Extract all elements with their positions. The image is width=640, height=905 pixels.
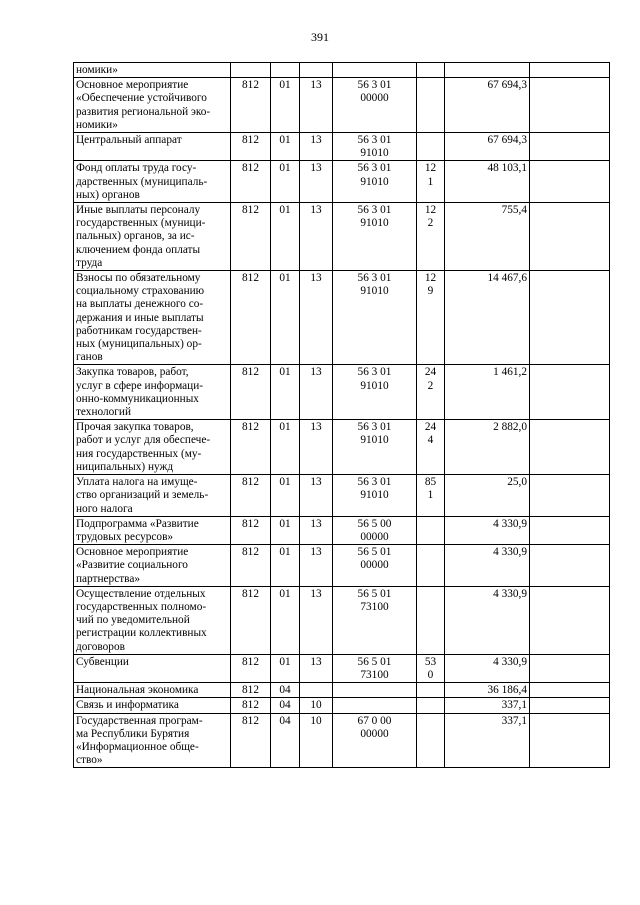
row-sum: 337,1	[445, 713, 530, 768]
table-row	[74, 654, 610, 682]
row-grbs: 812	[231, 586, 271, 654]
row-sum: 4 330,9	[445, 654, 530, 682]
row-sum: 14 467,6	[445, 271, 530, 365]
row-grbs: 812	[231, 713, 271, 768]
row-expense-type	[417, 713, 445, 768]
row-sum: 67 694,3	[445, 133, 530, 161]
row-extra	[530, 683, 610, 698]
row-expense-type: 53 0	[417, 654, 445, 682]
row-name: Основное мероприятие «Обеспечение устойчивого развития региональной эко- номики»	[74, 78, 231, 133]
row-target-article: 56 3 01 00000	[333, 78, 417, 133]
row-grbs: 812	[231, 545, 271, 587]
row-subsection: 13	[300, 78, 333, 133]
row-sum: 2 882,0	[445, 420, 530, 475]
row-section: 01	[271, 203, 300, 271]
table-row	[74, 516, 610, 544]
row-extra	[530, 203, 610, 271]
row-sum: 4 330,9	[445, 586, 530, 654]
row-subsection	[300, 683, 333, 698]
row-section	[271, 63, 300, 78]
row-expense-type: 24 4	[417, 420, 445, 475]
row-sum: 36 186,4	[445, 683, 530, 698]
row-grbs: 812	[231, 133, 271, 161]
row-expense-type	[417, 683, 445, 698]
row-subsection: 13	[300, 133, 333, 161]
row-subsection: 13	[300, 516, 333, 544]
row-expense-type: 85 1	[417, 475, 445, 517]
table-row	[74, 586, 610, 654]
table-row	[74, 133, 610, 161]
row-extra	[530, 63, 610, 78]
row-name: Подпрограмма «Развитие трудовых ресурсов»	[74, 516, 231, 544]
row-sum: 4 330,9	[445, 516, 530, 544]
row-name: Закупка товаров, работ, услуг в сфере информаци- онно-коммуникационных технологий	[74, 365, 231, 420]
table-row	[74, 63, 610, 78]
row-extra	[530, 161, 610, 203]
row-grbs: 812	[231, 78, 271, 133]
row-section: 01	[271, 271, 300, 365]
row-sum: 755,4	[445, 203, 530, 271]
table-row	[74, 698, 610, 713]
row-target-article: 56 3 01 91010	[333, 475, 417, 517]
row-section: 04	[271, 683, 300, 698]
row-grbs: 812	[231, 365, 271, 420]
row-grbs: 812	[231, 516, 271, 544]
row-subsection: 10	[300, 713, 333, 768]
row-section: 01	[271, 365, 300, 420]
row-extra	[530, 516, 610, 544]
row-name: Фонд оплаты труда госу- дарственных (муниципаль- ных) органов	[74, 161, 231, 203]
row-name: Центральный аппарат	[74, 133, 231, 161]
table-row	[74, 545, 610, 587]
table-row	[74, 713, 610, 768]
row-name: номики»	[74, 63, 231, 78]
row-section: 01	[271, 161, 300, 203]
row-subsection: 10	[300, 698, 333, 713]
row-subsection: 13	[300, 271, 333, 365]
row-grbs: 812	[231, 271, 271, 365]
row-target-article: 56 5 00 00000	[333, 516, 417, 544]
table-row	[74, 271, 610, 365]
row-name: Иные выплаты персоналу государственных (муници- пальных) органов, за ис- ключением фонда оплаты труда	[74, 203, 231, 271]
row-expense-type: 12 9	[417, 271, 445, 365]
row-subsection: 13	[300, 654, 333, 682]
table-row	[74, 475, 610, 517]
table-row	[74, 683, 610, 698]
row-subsection: 13	[300, 420, 333, 475]
row-extra	[530, 654, 610, 682]
row-expense-type	[417, 698, 445, 713]
row-expense-type	[417, 63, 445, 78]
row-extra	[530, 271, 610, 365]
row-target-article: 56 3 01 91010	[333, 271, 417, 365]
row-expense-type	[417, 586, 445, 654]
row-extra	[530, 133, 610, 161]
page-number: 391	[311, 30, 329, 44]
row-subsection: 13	[300, 203, 333, 271]
row-target-article	[333, 683, 417, 698]
row-target-article: 67 0 00 00000	[333, 713, 417, 768]
row-sum: 1 461,2	[445, 365, 530, 420]
row-extra	[530, 545, 610, 587]
row-name: Национальная экономика	[74, 683, 231, 698]
row-subsection: 13	[300, 586, 333, 654]
row-grbs: 812	[231, 654, 271, 682]
row-expense-type	[417, 78, 445, 133]
row-expense-type: 12 1	[417, 161, 445, 203]
row-section: 01	[271, 133, 300, 161]
row-sum: 48 103,1	[445, 161, 530, 203]
row-subsection: 13	[300, 365, 333, 420]
row-sum	[445, 63, 530, 78]
row-grbs: 812	[231, 203, 271, 271]
row-sum: 67 694,3	[445, 78, 530, 133]
table-row	[74, 203, 610, 271]
row-section: 04	[271, 698, 300, 713]
row-expense-type: 12 2	[417, 203, 445, 271]
row-name: Прочая закупка товаров, работ и услуг для обеспече- ния государственных (му- ниципальных) нужд	[74, 420, 231, 475]
row-subsection: 13	[300, 475, 333, 517]
row-name: Основное мероприятие «Развитие социального партнерства»	[74, 545, 231, 587]
row-subsection: 13	[300, 545, 333, 587]
row-sum: 337,1	[445, 698, 530, 713]
row-name: Уплата налога на имуще- ство организаций и земель- ного налога	[74, 475, 231, 517]
row-expense-type: 24 2	[417, 365, 445, 420]
row-expense-type	[417, 133, 445, 161]
row-target-article: 56 5 01 73100	[333, 586, 417, 654]
row-section: 01	[271, 516, 300, 544]
row-target-article	[333, 698, 417, 713]
row-target-article: 56 3 01 91010	[333, 420, 417, 475]
row-sum: 25,0	[445, 475, 530, 517]
budget-table	[73, 62, 610, 768]
row-grbs: 812	[231, 420, 271, 475]
row-name: Взносы по обязательному социальному страхованию на выплаты денежного со- держания и иные выплаты работникам государствен- ных (муниципальных) ор- ганов	[74, 271, 231, 365]
row-grbs: 812	[231, 683, 271, 698]
row-section: 01	[271, 586, 300, 654]
row-name: Осуществление отдельных государственных полномо- чий по уведомительной регистрации коллективных договоров	[74, 586, 231, 654]
row-grbs: 812	[231, 475, 271, 517]
row-target-article	[333, 63, 417, 78]
row-expense-type	[417, 545, 445, 587]
row-section: 01	[271, 475, 300, 517]
row-target-article: 56 3 01 91010	[333, 133, 417, 161]
row-subsection	[300, 63, 333, 78]
table-row	[74, 365, 610, 420]
row-section: 04	[271, 713, 300, 768]
row-target-article: 56 5 01 73100	[333, 654, 417, 682]
row-name: Связь и информатика	[74, 698, 231, 713]
row-section: 01	[271, 545, 300, 587]
row-expense-type	[417, 516, 445, 544]
row-name: Государственная програм- ма Республики Бурятия «Информационное обще- ство»	[74, 713, 231, 768]
row-extra	[530, 713, 610, 768]
row-target-article: 56 3 01 91010	[333, 161, 417, 203]
row-extra	[530, 78, 610, 133]
row-subsection: 13	[300, 161, 333, 203]
row-section: 01	[271, 78, 300, 133]
row-grbs: 812	[231, 161, 271, 203]
row-extra	[530, 586, 610, 654]
row-grbs: 812	[231, 698, 271, 713]
table-row	[74, 78, 610, 133]
row-sum: 4 330,9	[445, 545, 530, 587]
row-grbs	[231, 63, 271, 78]
row-name: Субвенции	[74, 654, 231, 682]
row-target-article: 56 3 01 91010	[333, 203, 417, 271]
row-target-article: 56 5 01 00000	[333, 545, 417, 587]
row-extra	[530, 698, 610, 713]
row-section: 01	[271, 420, 300, 475]
row-section: 01	[271, 654, 300, 682]
table-row	[74, 161, 610, 203]
row-target-article: 56 3 01 91010	[333, 365, 417, 420]
row-extra	[530, 420, 610, 475]
table-row	[74, 420, 610, 475]
row-extra	[530, 475, 610, 517]
row-extra	[530, 365, 610, 420]
